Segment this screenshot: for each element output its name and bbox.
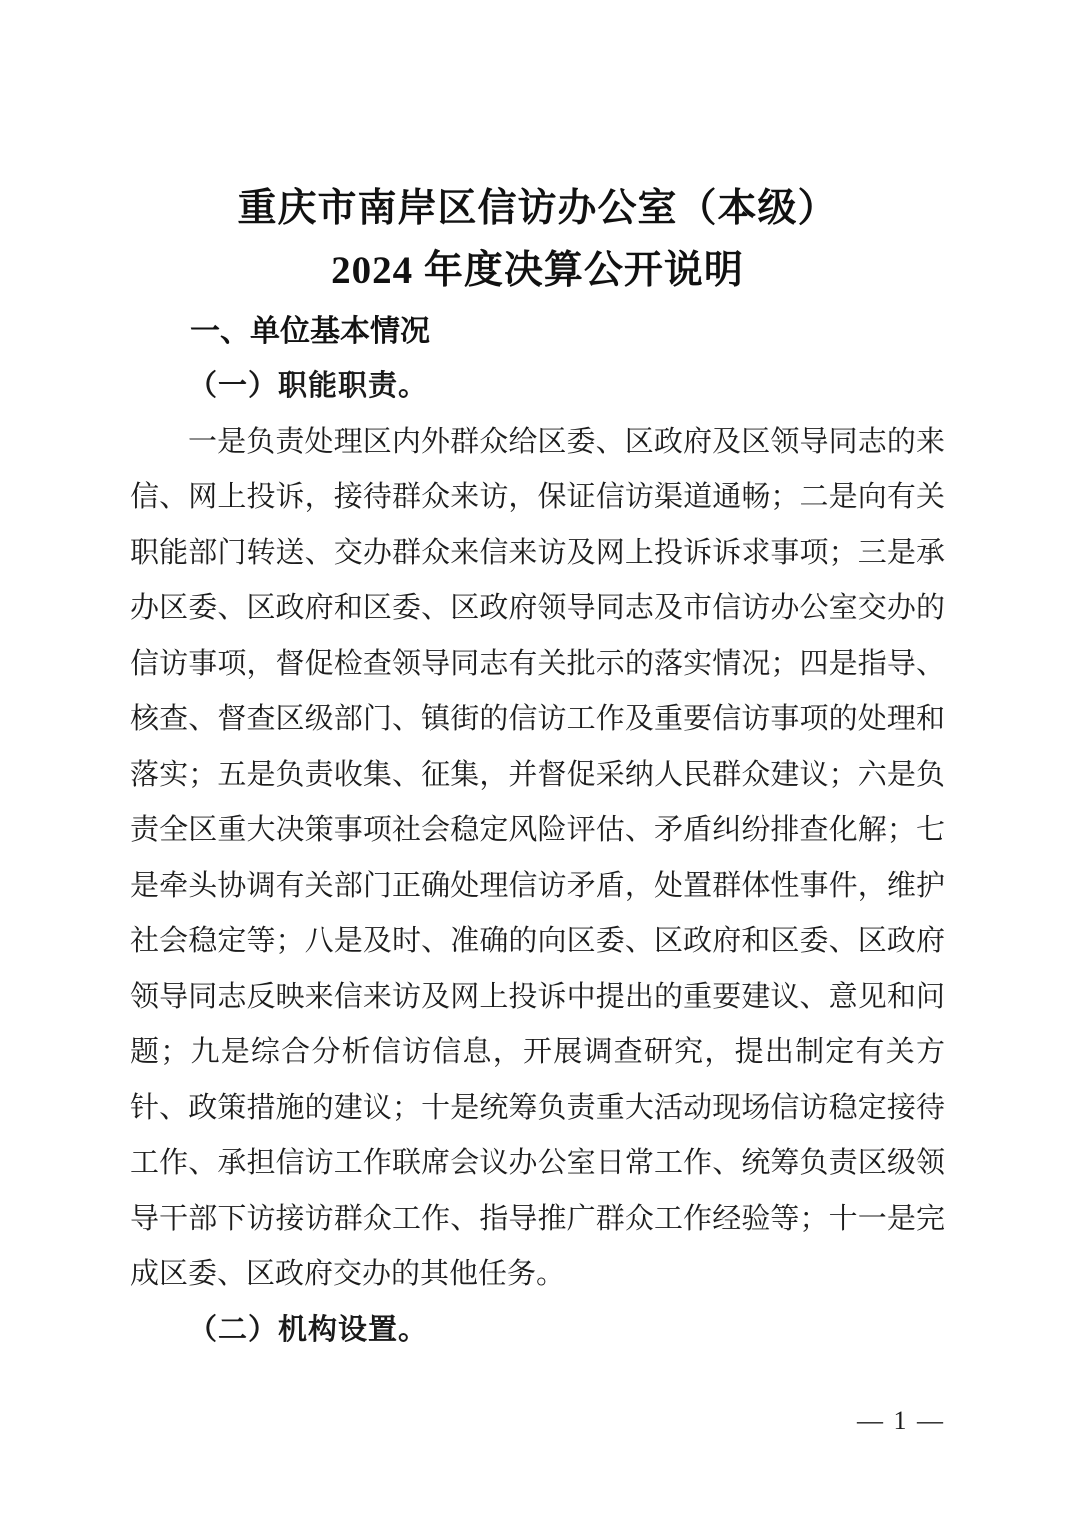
document-title-line2: 2024 年度决算公开说明 bbox=[331, 249, 744, 292]
document-title-line1: 重庆市南岸区信访办公室（本级） bbox=[237, 187, 838, 230]
body-paragraph-duties: 一是负责处理区内外群众给区委、区政府及区领导同志的来信、网上投诉，接待群众来访，保证信访渠道通畅；二是向有关职能部门转送、交办群众来信来访及网上投诉诉求事项；三是承办区委、区政府和区委、区政府领导同志及市信访办公室交办的信访事项，督促检查领导同志有关批示的落实情况；四是指导、核查、督查区级部门、镇街的信访工作及重要信访事项的处理和落实；五是负责收集、征集，并督促采纳人民群众建议；六是负责全区重大决策事项社会稳定风险评估、矛盾纠纷排查化解；七是牵头协调有关部门正确处理信访矛盾，处置群体性事件，维护社会稳定等；八是及时、准确的向区委、区政府和区委、区政府领导同志反映来信来访及网上投诉中提出的重要建议、意见和问题；九是综合分析信访信息，开展调查研究，提出制定有关方针、政策措施的建议；十是统筹负责重大活动现场信访稳定接待工作、承担信访工作联席会议办公室日常工作、统筹负责区级领导干部下访接访群众工作、指导推广群众工作经验等；十一是完成区委、区政府交办的其他任务。 bbox=[130, 425, 945, 1290]
section-heading-unit-basic-info: 一、单位基本情况 bbox=[190, 315, 430, 348]
subsection-heading-org-structure: （二）机构设置。 bbox=[188, 1313, 429, 1346]
page-number: — 1 — bbox=[857, 1406, 945, 1435]
document-title bbox=[130, 0, 945, 302]
subsection-heading-duties: （一）职能职责。 bbox=[188, 370, 429, 402]
